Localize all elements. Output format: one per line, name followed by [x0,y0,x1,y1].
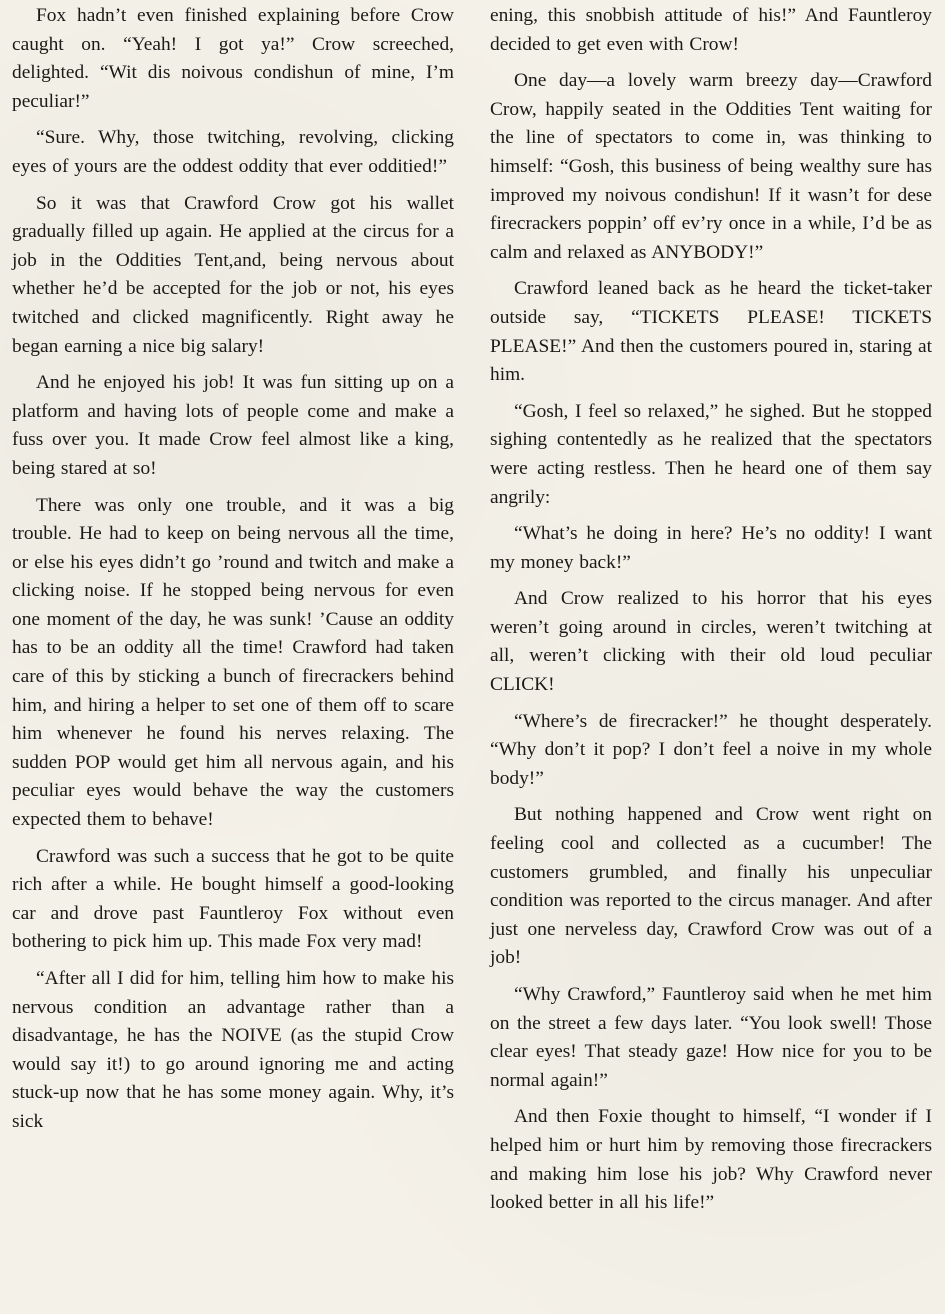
left-column [12,0,454,1145]
paragraph: One day—a lovely warm breezy day—Crawford Crow, happily seated in the Oddities Tent waiting for the line of spectators to come in, was thinking to himself: “Gosh, this business of being wealthy sure has improved my noivous condishun! If it wasn’t for dese firecrackers poppin’ off ev’ry once in a while, I’d be as calm and relaxed as ANYBODY!” [490,70,932,263]
paragraph: But nothing happened and Crow went right on feeling cool and collected as a cucumber! The customers grumbled, and finally his unpeculiar condition was reported to the circus manager. And after just one nerveless day, Crawford Crow was out of a job! [490,804,932,969]
paragraph-continued: ening, this snobbish attitude of his!” And Fauntleroy decided to get even with Crow! [490,5,932,55]
paragraph: Fox hadn’t even finished explaining before Crow caught on. “Yeah! I got ya!” Crow screeched, delighted. “Wit dis noivous condishun of mine, I’m peculiar!” [12,5,454,112]
paragraph: And Crow realized to his horror that his eyes weren’t going around in circles, weren’t twitching at all, weren’t clicking with their old loud peculiar CLICK! [490,588,932,696]
paragraph: Crawford was such a success that he got to be quite rich after a while. He bought himself a good-looking car and drove past Fauntleroy Fox without even bothering to pick him up. This made Fox very mad! [12,845,454,953]
paragraph: And he enjoyed his job! It was fun sitting up on a platform and having lots of people come and make a fuss over you. It made Crow feel almost like a king, being stared at so! [12,372,454,479]
paragraph: So it was that Crawford Crow got his wallet gradually filled up again. He applied at the circus for a job in the Oddities Tent,and, being nervous about whether he’d be accepted for the job or not, his eyes twitched and clicked magnificently. Right away he began earning a nice big salary! [12,192,454,357]
paragraph: “Sure. Why, those twitching, revolving, clicking eyes of yours are the oddest oddity that ever odditied!” [12,127,454,177]
paragraph: Crawford leaned back as he heard the ticket-taker outside say, “TICKETS PLEASE! TICKETS PLEASE!” And then the customers poured in, staring at him. [490,278,932,386]
paragraph: “Gosh, I feel so relaxed,” he sighed. But he stopped sighing contentedly as he realized that the spectators were acting restless. Then he heard one of them say angrily: [490,400,932,508]
paragraph: And then Foxie thought to himself, “I wonder if I helped him or hurt him by removing those firecrackers and making him lose his job? Why Crawford never looked better in all his life!” [490,1106,932,1214]
right-column [490,0,932,1226]
paragraph: “After all I did for him, telling him how to make his nervous condition an advantage rather than a disadvantage, he has the NOIVE (as the stupid Crow would say it!) to go around ignoring me and acting stuck-up now that he has some money again. Why, it’s sick [12,968,454,1132]
paragraph: “Why Crawford,” Fauntleroy said when he met him on the street a few days later. “You look swell! Those clear eyes! That steady gaze! How nice for you to be normal again!” [490,984,932,1091]
paragraph: “Where’s de firecracker!” he thought desperately. “Why don’t it pop? I don’t feel a noive in my whole body!” [490,710,932,789]
paragraph: There was only one trouble, and it was a big trouble. He had to keep on being nervous all the time, or else his eyes didn’t go ’round and twitch and make a clicking noise. If he stopped being nervous for even one moment of the day, he was sunk! ’Cause an oddity has to be an oddity all the time! Crawford had taken care of this by sticking a bunch of firecrackers behind him, and hiring a helper to set one of them off to scare him whenever he found his nerves relaxing. The sudden POP would get him all nervous again, and his peculiar eyes would behave the way the customers expected them to behave! [12,494,454,831]
paragraph: “What’s he doing in here? He’s no oddity! I want my money back!” [490,523,932,573]
